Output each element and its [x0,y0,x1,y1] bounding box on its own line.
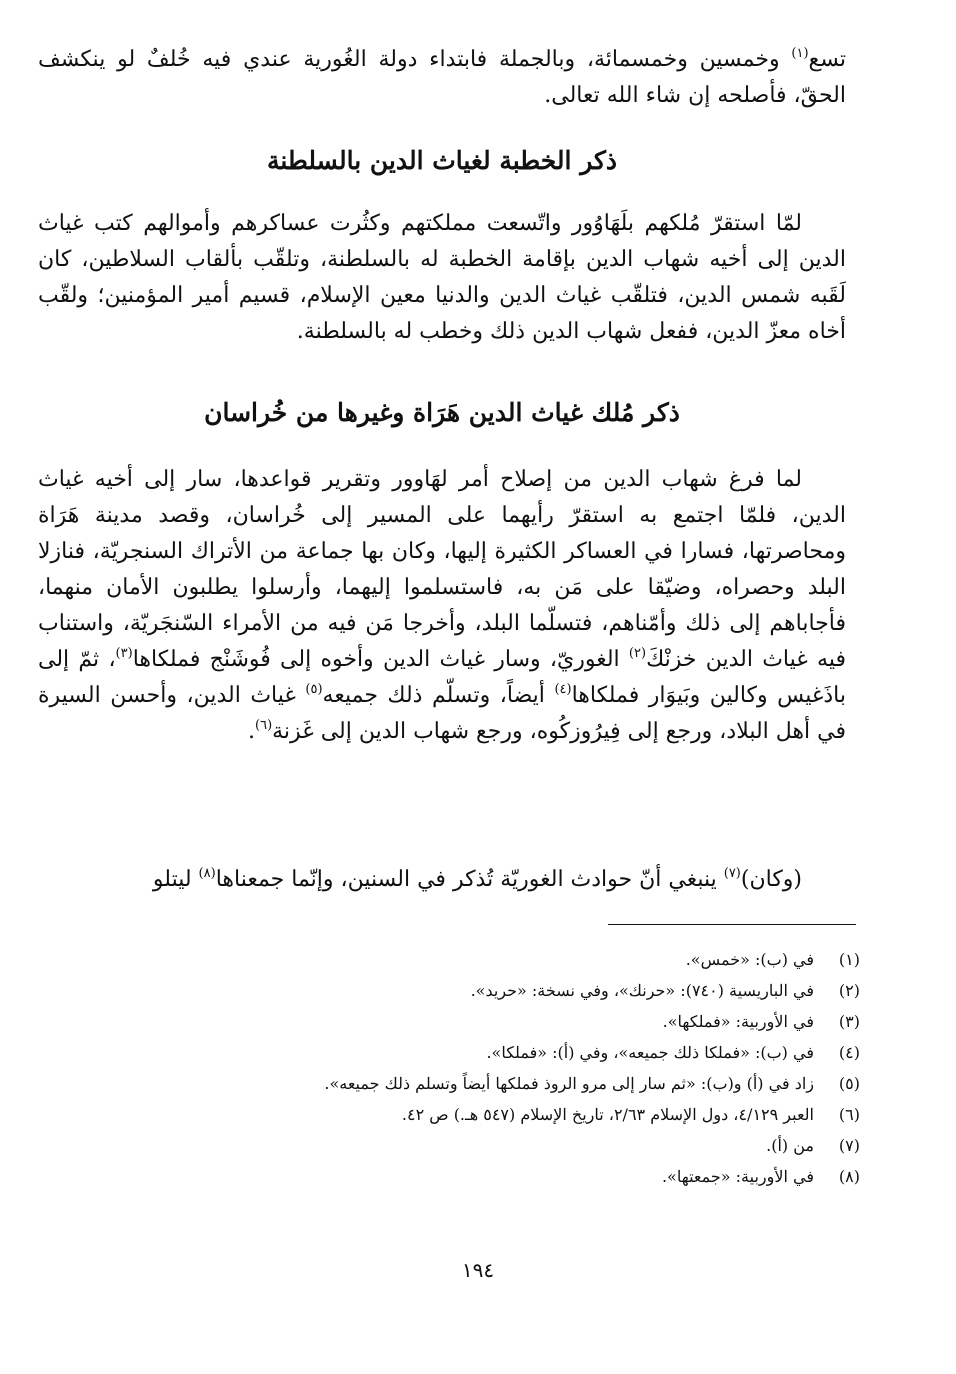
text-run: (وكان) [740,867,802,892]
footnote-ref-6[interactable]: (٦) [255,718,273,733]
footnotes-list [120,950,860,1198]
section2-paragraph [38,462,846,750]
section-heading-sultanate-khutba: ذكر الخطبة لغياث الدين بالسلطنة [266,146,618,175]
top-paragraph [38,42,846,114]
text-run: الغوريّ، وسار غياث الدين وأخوه إلى فُوشَنْج فملكاها [132,647,629,672]
footnote-text: في الباريسية (٧٤٠): «حرنك»، وفي نسخة: «حريد». [470,981,814,1000]
footnote-number: (٣) [838,1012,860,1031]
footnote-item [120,981,860,1012]
text-run: ليتلو [152,867,199,892]
footnote-item [120,950,860,981]
footnote-item [120,1074,860,1105]
footnote-ref-1[interactable]: (١) [791,46,809,61]
last-paragraph [38,862,846,898]
text-run: لما فرغ شهاب الدين من إصلاح أمر لهَاوور وتقرير قواعدها، سار إلى أخيه غياث الدين، فلمّا اجتمع به استقرّ رأيهما على المسير إلى خُراسان، وقصد مدينة هَرَاة ومحاصرتها، فسارا في العساكر الكثيرة إليها، وكان بها جماعة من الأتراك السنجريّة، فنازلا البلد وحصراه، وضيّقا على مَن به، فاستسلموا إليهما، وأرسلوا يطلبون الأمان منهما، فأجاباهم إلى ذلك وأمّناهم، فتسلّما البلد، وأخرجا مَن فيه من الأمراء السّنجَريّة، واستناب فيه غياث الدين خزنْكَ [38,467,846,672]
footnote-number: (٥) [838,1074,860,1093]
text-run: تسع [808,47,846,72]
footnote-ref-7[interactable]: (٧) [723,866,741,881]
footnote-text: زاد في (أ) و(ب): «ثم سار إلى مرو الروذ فملكها أيضاً وتسلم ذلك جميعه». [324,1074,814,1093]
text-run: ينبغي أنّ حوادث الغوريّة تُذكر في السنين، وإنّما جمعناها [215,867,724,892]
footnote-number: (٦) [838,1105,860,1124]
footnote-text: في الأوربية: «جمعتها». [661,1167,814,1186]
section1-paragraph [38,206,846,350]
footnote-separator [608,924,856,925]
footnote-item [120,1105,860,1136]
footnote-text: في (ب): «فملكا ذلك جميعه»، وفي (أ): «فملكا». [486,1043,814,1062]
footnote-ref-3[interactable]: (٣) [115,646,133,661]
footnote-item [120,1012,860,1043]
footnote-ref-4[interactable]: (٤) [554,682,572,697]
paragraph-continuation [38,42,846,114]
footnote-item [120,1136,860,1167]
footnote-number: (٤) [838,1043,860,1062]
footnote-number: (٨) [838,1167,860,1186]
text-run: غياث الدين، وأحسن السيرة في أهل البلاد، ورجع إلى فِيرُوزكُوه، ورجع شهاب الدين إلى غَزنة [38,683,846,744]
footnote-number: (٢) [838,981,860,1000]
text-run: . [248,719,255,744]
footnote-item [120,1167,860,1198]
footnote-ref-8[interactable]: (٨) [198,866,216,881]
paragraph-text [38,462,846,750]
footnote-ref-2[interactable]: (٢) [628,646,647,661]
paragraph-text [38,862,846,898]
footnote-text: في (ب): «خمس». [685,950,814,969]
footnote-item [120,1043,860,1074]
page-number: ١٩٤ [461,1258,495,1282]
footnote-text: في الأوربية: «فملكها». [662,1012,814,1031]
section-heading-herat-conquest: ذكر مُلك غياث الدين هَرَاة وغيرها من خُراسان [204,398,680,427]
text-run: وخمسين وخمسمائة، وبالجملة فابتداء دولة الغُورية عندي فيه خُلفٌ لو ينكشف الحقّ، فأصلحه إن شاء الله تعالى. [38,47,846,108]
footnote-number: (٧) [838,1136,860,1155]
footnote-number: (١) [838,950,860,969]
footnote-text: من (أ). [766,1136,814,1155]
footnote-text: العبر ٤/١٢٩، دول الإسلام ٢/٦٣، تاريخ الإسلام (٥٤٧ هـ.) ص ٤٢. [401,1105,814,1124]
paragraph-text: لمّا استقرّ مُلكهم بلَهَاوُور واتّسعت مملكتهم وكثُرت عساكرهم وأموالهم كتب غياث الدين إلى أخيه شهاب الدين بإقامة الخطبة له بالسلطنة، وتلقّب بألقاب السلاطين، كان لَقَبه شمس الدين، فتلقّب غياث الدين والدنيا معين الإسلام، قسيم أمير المؤمنين؛ ولقّب أخاه معزّ الدين، ففعل شهاب الدين ذلك وخطب له بالسلطنة. [38,211,846,344]
text-run: أيضاً، وتسلّم ذلك جميعه [322,683,555,708]
text-run: ، ثمّ إلى باذَغيس وكالين وبَيوَار فملكاها [38,647,846,708]
footnote-ref-5[interactable]: (٥) [305,682,323,697]
